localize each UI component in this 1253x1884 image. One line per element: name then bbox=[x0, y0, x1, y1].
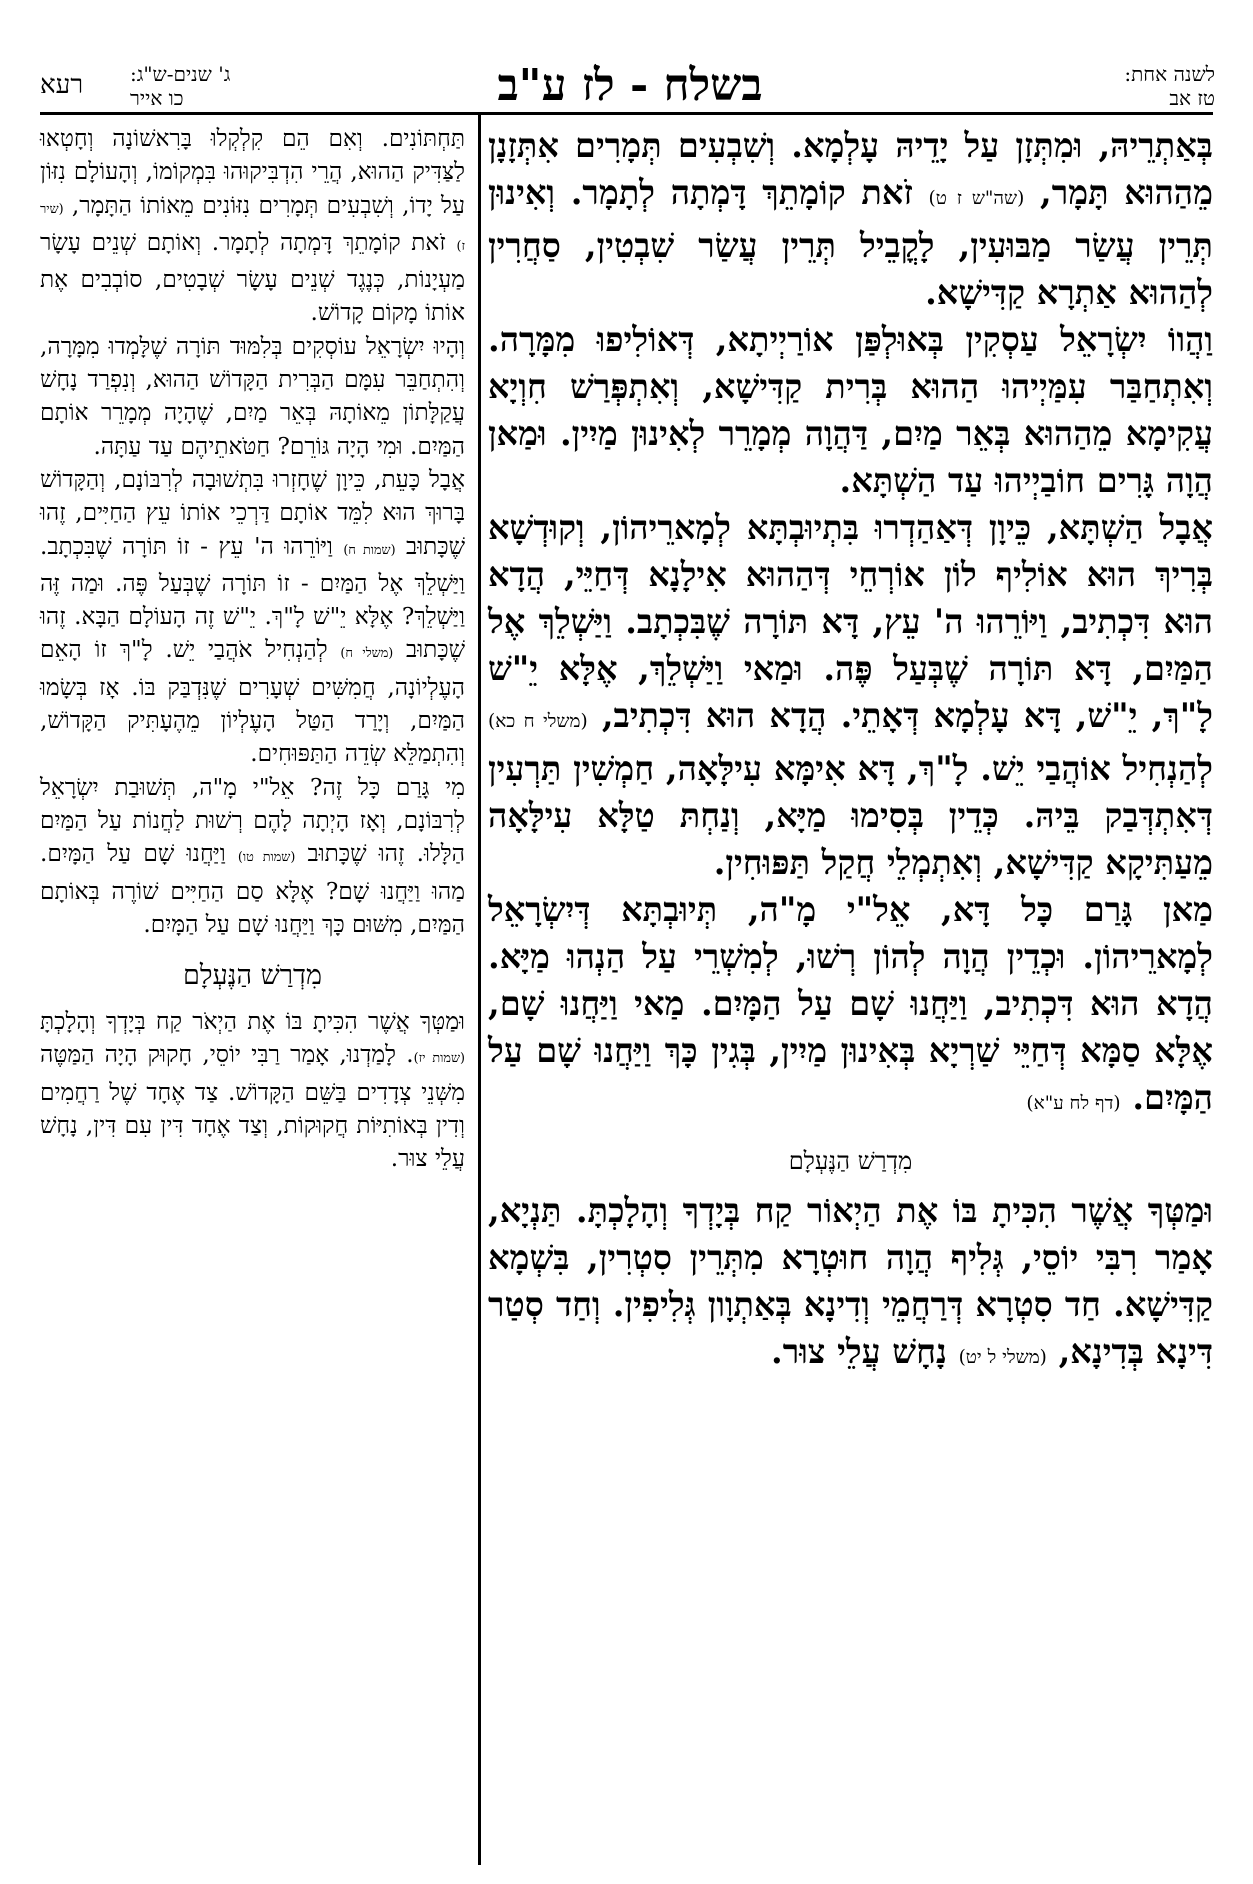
main-paragraph-3 bbox=[488, 504, 1213, 886]
main-p4-reference: (דף לח ע"א) bbox=[1026, 1093, 1121, 1114]
trans-t3c-text: לְהַנְחִיל אֹהֲבַי יֵשׁ. לָ"ךְ זוֹ הָאֵם הָעֶלְיוֹנָה, חֲמִשִּׁים שְׁעָרִים שֶׁנִּדְבַּק בּוֹ. אָז בְּשָׂמוּ הַמַּיִם, וְיָרַד הַטַּל הָעֶלְיוֹן מֵהֶעָתִּיק הַקָּדוֹשׁ, וְהִתְמַלֵּא שְׂדֵה הַתַּפּוּחִים. bbox=[40, 636, 465, 768]
trans-t4b-text: וַיַּחֲנוּ שָׁם עַל הַמָּיִם. מַהוּ וַיַּחֲנוּ שָׁם? אֶלָּא סַם הַחַיִּים שׁוֹרֶה בְּאוֹתָם הַמַּיִם, מִשּׁוּם כָּךְ וַיַּחֲנוּ שָׁם עַל הַמָּיִם. bbox=[40, 840, 465, 938]
main-paragraph-2: וַהֲווֹ יִשְׂרָאֵל עַסְקִין בְּאוּלְפַּן אוֹרַיְיתָא, דְּאוֹלִיפוּ מִמָּרָה. וְאִתְחַבַּר עִמַּיְיהוּ הַהוּא בְּרִית קַדִּישָׁא, וְאִתְפְּרַשׁ חִוְיָא עֲקִימָא מֵהַהוּא בְּאֵר מַיִם, דַּהֲוָה מְמָרֵר לְאִינוּן מַיִין. וּמַאן הֲוָה גָּרִים חוֹבַיְיהוּ עַד הַשְׁתָּא. bbox=[488, 319, 1213, 500]
trans-t4-reference: (שמות טו) bbox=[237, 850, 296, 866]
trans-t5-reference: (שמות יז) bbox=[413, 1051, 465, 1067]
trans-t1-text: תַּחְתּוֹנִים. וְאִם הֵם קִלְקְלוּ בָּרִאשׁוֹנָה וְחָטְאוּ לַצַּדִּיק הַהוּא, הֲרֵי הִדְבִּיקוּהוּ בִּמְקוֹמוֹ, וְהָעוֹלָם נִזּוֹן עַל יָדוֹ, וְשִׁבְעִים תְּמָרִים נִזּוֹנִים מֵאוֹתוֹ הַתָּמָר, bbox=[40, 125, 465, 219]
main-paragraph-5 bbox=[488, 1187, 1213, 1381]
main-p3-text: אֲבָל הַשְׁתָּא, כֵּיוָן דְּאַהַדְרוּ בִּתְיוּבְתָּא לְמָארֵיהוֹן, וְקוּדְשָׁא בְּרִיךְ הוּא אוֹלִיף לוֹן אוֹרְחֵי דְּהַהוּא אִילָנָא דְּחַיֵּי, הֲדָא הוּא דִּכְתִיב, וַיּוֹרֵהוּ ה' עֵץ, דָּא תּוֹרָה שֶׁבִּכְתָב. וַיַּשְׁלֵךְ אֶל הַמַּיִם, דָּא תּוֹרָה שֶׁבְּעַל פֶּה. וּמַאי וַיַּשְׁלֵךְ, אֶלָּא יֵ"שׁ לָ"ךְ, יֵ"שׁ, דָּא עָלְמָא דְּאָתֵי. הֲדָא הוּא דִּכְתִיב, bbox=[488, 507, 1213, 735]
header-three-year-date: כו אייר bbox=[130, 86, 184, 110]
page-number: רעא bbox=[40, 70, 84, 100]
trans-t5b-text: . לָמַדְנוּ, אָמַר רַבִּי יוֹסֵי, חָקוּק הָיָה הַמַּטֶּה מִשְּׁנֵי צְדָדִים בַּשֵּׁם הַקָּדוֹשׁ. צַד אֶחָד שֶׁל רַחֲמִים וְדִין בְּאוֹתִיּוֹת חֲקוּקוֹת, וְצַד אֶחָד דִּין עִם דִּין, נָחָשׁ עֲלֵי צוּר. bbox=[40, 1041, 465, 1173]
main-paragraph-1 bbox=[488, 122, 1213, 316]
header-one-year-label: לשנה אחת: bbox=[1124, 62, 1215, 86]
main-p3-reference: (משלי ח כא) bbox=[488, 711, 588, 732]
trans-t1b-text: זֹאת קוֹמָתֵךְ דָּמְתָה לְתָמָר. וְאוֹתָם שְׁנֵים עָשָׂר מַעְיָנוֹת, כְּנֶגֶד שְׁנֵים עָשָׂר שְׁבָטִים, סוֹבְבִים אֶת אוֹתוֹ מָקוֹם קָדוֹשׁ. bbox=[40, 228, 465, 327]
main-p5b-text: נָחָשׁ עֲלֵי צוּר. bbox=[771, 1331, 947, 1371]
trans-paragraph-4 bbox=[40, 771, 465, 941]
trans-t3-text: אֲבָל כָּעֵת, כֵּיוָן שֶׁחָזְרוּ בִּתְשׁוּבָה לְרִבּוֹנָם, וְהַקָּדוֹשׁ בָּרוּךְ הוּא לִמֵּד אוֹתָם דַּרְכֵי אוֹתוֹ עֵץ הַחַיִּים, זֶהוּ שֶׁכָּתוּב bbox=[40, 465, 466, 560]
main-p1-reference: (שה"ש ז ט) bbox=[928, 188, 1025, 209]
trans-paragraph-5 bbox=[40, 1005, 465, 1175]
main-p1-text: בְּאַתְרֵיהּ, וּמִתְּזָן עַל יָדֵיהּ עָלְמָא. וְשִׁבְעִים תְּמָרִים אִתְּזָנָן מֵהַהוּא תָּמָר, bbox=[488, 125, 1213, 212]
trans-paragraph-1 bbox=[40, 122, 465, 330]
page-title: בשלח - לז ע"ב bbox=[497, 60, 763, 111]
header-study-schedule-one-year bbox=[995, 62, 1215, 110]
trans-t3-reference: (שמות ח) bbox=[343, 542, 396, 558]
main-section-heading: מִדְרַשׁ הַנֶּעְלָם bbox=[788, 1147, 913, 1175]
header-divider bbox=[40, 112, 1213, 115]
main-p5-reference: (משלי ל יט) bbox=[958, 1347, 1047, 1368]
trans-t4-text: מִי גָּרַם כָּל זֶה? אֵל"י מָ"ה, תְּשׁוּבַת יִשְׂרָאֵל לְרִבּוֹנָם, וְאָז הָיְתָה לָהֶם רְשׁוּת לַחֲנוֹת עַל הַמַּיִם הַלָּלוּ. זֶהוּ שֶׁכָּתוּב bbox=[40, 773, 465, 868]
main-p5-text: וּמַטְּךָ אֲשֶׁר הִכִּיתָ בּוֹ אֶת הַיְאוֹר קַח בְּיָדְךָ וְהָלָכְתָּ. תַּנְיָא, אָמַר רִבִּי יוֹסֵי, גְּלִיף הֲוָה חוּטְרָא מִתְּרֵין סִטְרִין, בִּשְׁמָא קַדִּישָׁא. חַד סִטְרָא דְּרַחֲמֵי וְדִינָא בְּאַתְוָון גְּלִיפִין. וְחַד סְטַר דִּינָא בְּדִינָא, bbox=[488, 1190, 1213, 1371]
column-divider bbox=[478, 115, 481, 1865]
main-p4-text: מַאן גָּרַם כָּל דָּא, אֵל"י מָ"ה, תְּיוּבְתָּא דְּיִשְׂרָאֵל לְמָארֵיהוֹן. וּכְדֵין הֲוָה לְהוֹן רְשׁוּ, לְמִשְׁרֵי עַל הַנְהוּ מַיָּא. הֲדָא הוּא דִּכְתִיב, וַיַּחֲנוּ שָׁם עַל הַמָּיִם. מַאי וַיַּחֲנוּ שָׁם, אֶלָּא סַמָּא דְּחַיֵּי שַׁרְיָא בְּאִינוּן מַיִין, בְּגִין כָּךְ וַיַּחֲנוּ שָׁם עַל הַמָּיִם. bbox=[488, 889, 1213, 1117]
main-paragraph-4 bbox=[488, 886, 1213, 1127]
hebrew-translation-column bbox=[40, 122, 465, 1176]
trans-t3b-reference: (משלי ח) bbox=[340, 646, 394, 662]
header-study-schedule-three-years bbox=[130, 62, 330, 110]
trans-t1-reference: (שיר ז) bbox=[40, 201, 466, 254]
trans-paragraph-2: וְהָיוּ יִשְׂרָאֵל עוֹסְקִים בְּלִמּוּד תּוֹרָה שֶׁלָּמְדוּ מִמָּרָה, וְהִתְחַבֵּר עִמָּם הַבְּרִית הַקָּדוֹשׁ הַהוּא, וְנִפְרַד נָחָשׁ עֲקַלָּתוֹן מֵאוֹתָהּ בְּאֵר מַיִם, שֶׁהָיָה מְמָרֵר אוֹתָם הַמַּיִם. וּמִי הָיָה גּוֹרֵם? חַטֹּאתֵיהֶם עַד עַתָּה. bbox=[40, 332, 465, 460]
main-p1b-text: זֹאת קוֹמָתֵךְ דָּמְתָה לְתָמָר. וְאִינוּן תְּרֵין עֲשַׂר מַבּוּעִין, לָקֳבֵיל תְּרֵין עֲשַׂר שִׁבְטִין, סַחֲרִין לְהַהוּא אַתְרָא קַדִּישָׁא. bbox=[488, 172, 1213, 312]
aramaic-text-column bbox=[488, 122, 1213, 1381]
header-one-year-date: טז אב bbox=[1169, 86, 1215, 110]
main-p3b-text: לְהַנְחִיל אוֹהֲבַי יֵשׁ. לָ"ךְ, דָּא אִימָּא עִילָּאָה, חַמְשִׁין תַּרְעִין דְּאִתְדְּבַק בֵּיהּ. כְּדֵין בְּסִימוּ מַיָּא, וְנַחְתּ טַלָּא עִילָּאָה מֵעַתִּיקָא קַדִּישָׁא, וְאִתְמְלֵי חֲקַל תַּפּוּחִין. bbox=[488, 748, 1213, 882]
trans-section-heading: מִדְרַשׁ הַנֶּעְלָם bbox=[182, 960, 323, 992]
trans-t3b-text: וַיּוֹרֵהוּ ה' עֵץ - זוֹ תּוֹרָה שֶׁבִּכְתָב. וַיַּשְׁלֵךְ אֶל הַמַּיִם - זוֹ תּוֹרָה שֶׁבְּעַל פֶּה. וּמַה זֶּה וַיַּשְׁלֵךְ? אֶלָּא יֵ"שׁ לָ"ךְ. יֵ"שׁ זֶה הָעוֹלָם הַבָּא. זֶהוּ שֶׁכָּתוּב bbox=[40, 532, 466, 664]
trans-t5-text: וּמַטְּךָ אֲשֶׁר הִכִּיתָ בּוֹ אֶת הַיְאֹר קַח בְּיָדְךָ וְהָלָכְתָּ bbox=[40, 1008, 465, 1036]
trans-paragraph-3 bbox=[40, 463, 465, 771]
header-three-year-label: ג' שנים-ש"ג: bbox=[130, 62, 231, 86]
